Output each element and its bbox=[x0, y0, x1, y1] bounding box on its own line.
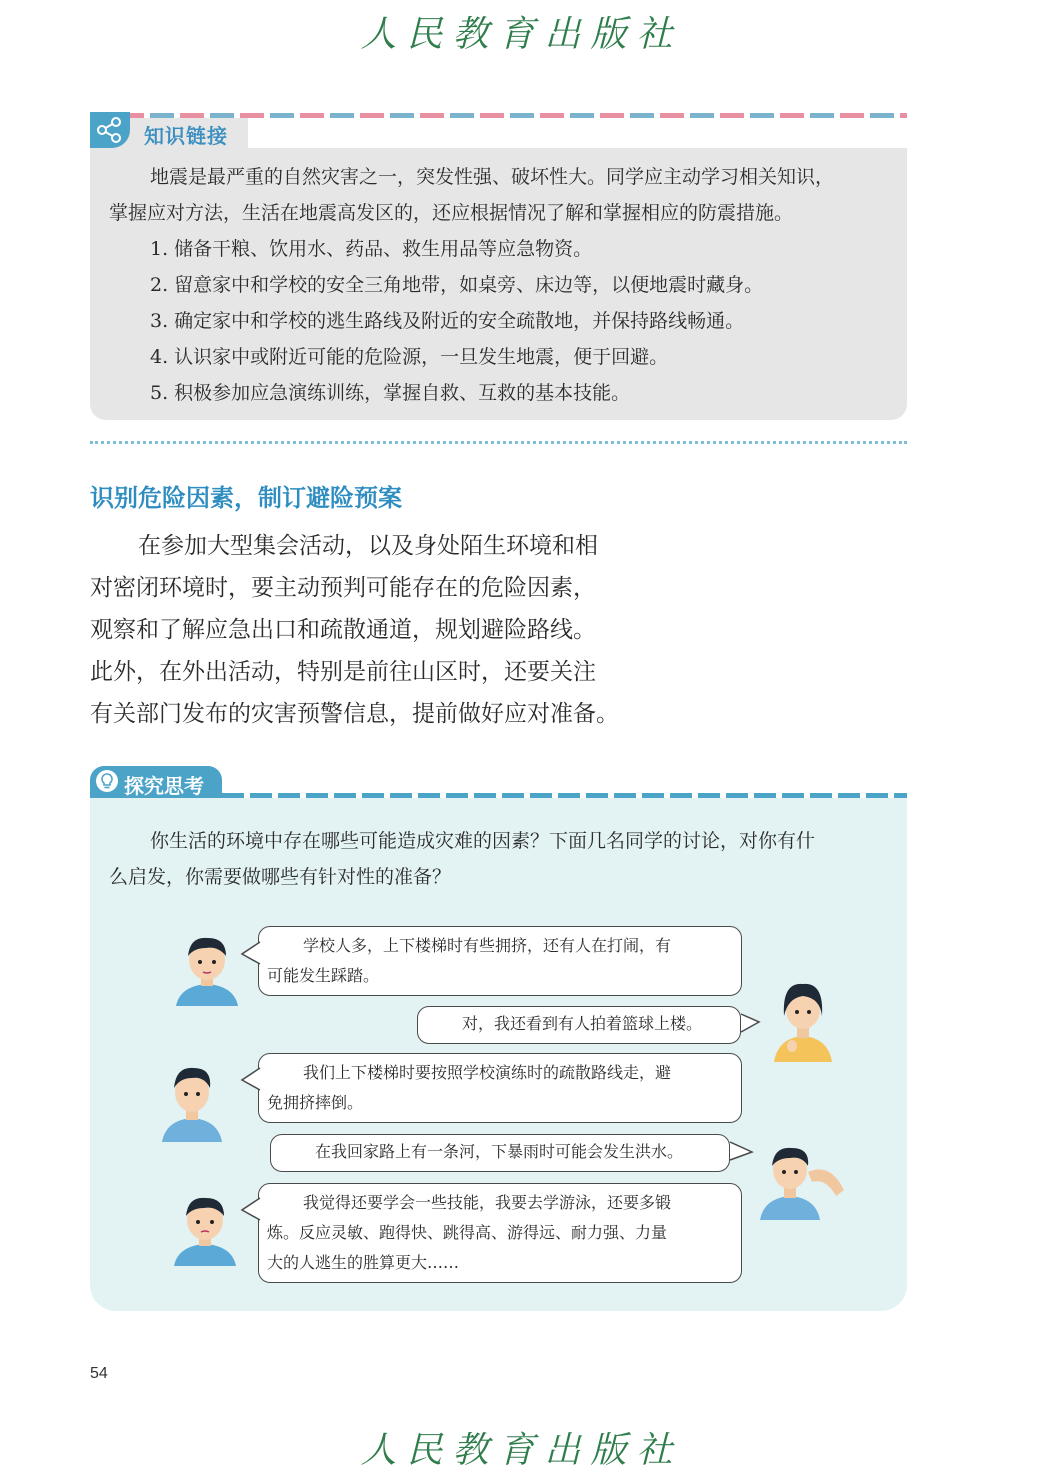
bubble-text: 在我回家路上有一条河，下暴雨时可能会发生洪水。 bbox=[315, 1142, 684, 1161]
knowledge-list-item: 3. 确定家中和学校的逃生路线及附近的安全疏散地，并保持路线畅通。 bbox=[150, 310, 745, 332]
speech-bubble bbox=[258, 1053, 742, 1123]
bubble-tail bbox=[240, 1066, 262, 1096]
body-paragraph-line: 观察和了解应急出口和疏散通道，规划避险路线。 bbox=[90, 617, 596, 643]
bubble-text: 我们上下楼梯时要按照学校演练时的疏散路线走，避 bbox=[303, 1063, 672, 1082]
body-paragraph-line: 有关部门发布的灾害预警信息，提前做好应对准备。 bbox=[90, 701, 619, 727]
body-paragraph-line: 此外，在外出活动，特别是前往山区时，还要关注 bbox=[90, 659, 596, 685]
speech-bubble bbox=[270, 1134, 730, 1172]
knowledge-line: 地震是最严重的自然灾害之一，突发性强、破坏性大。同学应主动学习相关知识， bbox=[150, 166, 835, 188]
bubble-text: 免拥挤摔倒。 bbox=[267, 1093, 364, 1112]
bubble-tail bbox=[739, 1012, 761, 1036]
boy-student-illustration bbox=[160, 1060, 224, 1142]
publisher-watermark-bottom: 人民教育出版社 bbox=[360, 1430, 683, 1471]
explore-question-line: 么启发，你需要做哪些有针对性的准备？ bbox=[109, 866, 452, 888]
publisher-watermark-top: 人民教育出版社 bbox=[360, 14, 683, 55]
dotted-divider bbox=[90, 441, 907, 444]
explore-question-line: 你生活的环境中存在哪些可能造成灾难的因素？下面几名同学的讨论，对你有什 bbox=[150, 830, 816, 852]
lightbulb-icon bbox=[96, 770, 118, 792]
knowledge-list-item: 4. 认识家中或附近可能的危险源，一旦发生地震，便于回避。 bbox=[150, 346, 669, 368]
knowledge-list-item: 5. 积极参加应急演练训练，掌握自救、互救的基本技能。 bbox=[150, 382, 631, 404]
knowledge-line: 掌握应对方法，生活在地震高发区的，还应根据情况了解和掌握相应的防震措施。 bbox=[109, 202, 794, 224]
boy-thinking-illustration bbox=[760, 1142, 848, 1220]
speech-bubble bbox=[258, 926, 742, 996]
knowledge-list-item: 1. 储备干粮、饮用水、药品、救生用品等应急物资。 bbox=[150, 238, 593, 260]
body-paragraph-line: 对密闭环境时，要主动预判可能存在的危险因素， bbox=[90, 575, 596, 601]
explore-title: 探究思考 bbox=[124, 774, 204, 798]
knowledge-link-title: 知识链接 bbox=[144, 124, 228, 148]
girl-student-illustration bbox=[772, 978, 834, 1062]
share-nodes-icon bbox=[90, 112, 130, 148]
bubble-text: 学校人多，上下楼梯时有些拥挤，还有人在打闹，有 bbox=[303, 936, 672, 955]
bubble-text: 可能发生踩踏。 bbox=[267, 966, 380, 985]
bubble-tail bbox=[240, 940, 262, 970]
section-title: 识别危险因素，制订避险预案 bbox=[90, 484, 402, 512]
bubble-tail bbox=[728, 1140, 754, 1164]
knowledge-list-item: 2. 留意家中和学校的安全三角地带，如桌旁、床边等，以便地震时藏身。 bbox=[150, 274, 764, 296]
bubble-tail bbox=[240, 1196, 262, 1226]
body-paragraph-line: 在参加大型集会活动，以及身处陌生环境和相 bbox=[138, 533, 598, 559]
bubble-text: 大的人逃生的胜算更大…… bbox=[267, 1253, 460, 1272]
boy-student-illustration bbox=[172, 930, 242, 1006]
speech-bubble bbox=[417, 1006, 741, 1044]
boy-student-illustration bbox=[170, 1190, 240, 1266]
bubble-text: 我觉得还要学会一些技能，我要去学游泳，还要多锻 bbox=[303, 1193, 672, 1212]
explore-stripe bbox=[222, 793, 907, 798]
page-number: 54 bbox=[90, 1365, 108, 1382]
speech-bubble bbox=[258, 1183, 742, 1283]
bubble-text: 炼。反应灵敏、跑得快、跳得高、游得远、耐力强、力量 bbox=[267, 1223, 668, 1242]
bubble-text: 对，我还看到有人拍着篮球上楼。 bbox=[462, 1014, 703, 1033]
